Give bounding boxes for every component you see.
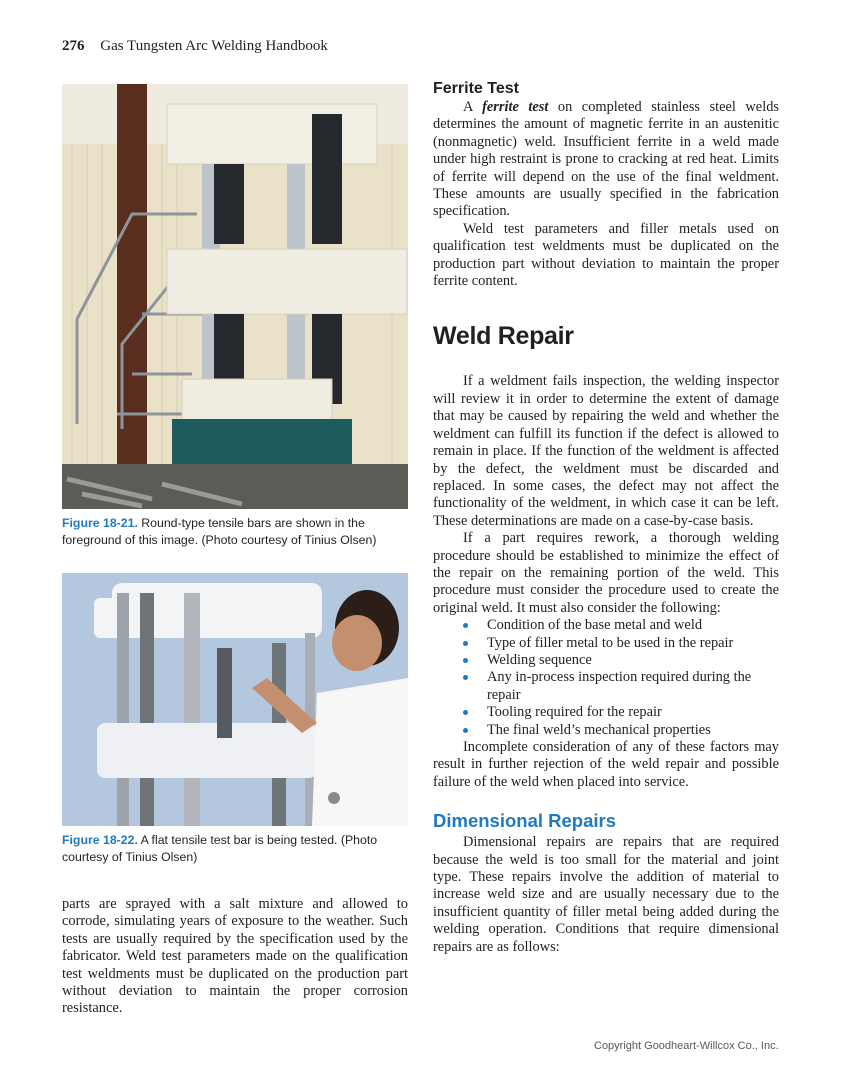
weld-repair-heading: Weld Repair	[433, 322, 574, 351]
list-item	[433, 617, 779, 634]
caption-text: A flat tensile test bar is being tested. (Photo courtesy of Tinius Olsen)	[62, 833, 378, 864]
text-run: A	[463, 99, 483, 115]
weld-repair-paragraph-3: Incomplete consideration of any of these factors may result in further rejection of the weld repair and possible failure of the weld when placed into service.	[433, 739, 779, 790]
list-item	[433, 652, 779, 669]
list-item	[433, 704, 779, 721]
figure-label: Figure 18-21.	[62, 516, 138, 530]
bullet-icon	[463, 658, 468, 663]
figure-18-21-caption	[62, 515, 408, 549]
figure-label: Figure 18-22.	[62, 833, 138, 847]
list-item-text: Tooling required for the repair	[487, 704, 662, 721]
list-item-text: Any in-process inspection required during the repair	[487, 669, 752, 703]
right-column	[433, 80, 779, 956]
dimensional-repairs-heading: Dimensional Repairs	[433, 810, 617, 832]
ferrite-test-paragraph-2: Weld test parameters and filler metals used on qualification test weldments must be duplicated on the production part without deviation to maintain the proper ferrite content.	[433, 220, 779, 290]
figure-18-21-photo	[62, 84, 408, 509]
list-item-text: Type of filler metal to be used in the repair	[487, 634, 734, 651]
ferrite-test-paragraph-1	[433, 99, 779, 221]
bullet-icon	[463, 641, 468, 646]
list-item	[433, 635, 779, 652]
figure-18-22-caption	[62, 832, 408, 866]
left-column	[62, 84, 408, 1018]
weld-repair-paragraph-2: If a part requires rework, a thorough welding procedure should be established to minimize the effect of the repair on the remaining portion of the weld. This procedure must consider the procedure used to create the original weld. It must also consider the following:	[433, 530, 779, 616]
text-run: on completed stainless steel welds determines the amount of magnetic ferrite in an austenitic (nonmagnetic) weld. Insufficient ferrite in a weld made under high restraint is prone to cracking at red heat. Limits of ferrite will depend on the use of the final weldment. These amounts are usually specified in the fabrication specification.	[433, 99, 779, 220]
ferrite-test-term: ferrite test	[482, 99, 549, 115]
bullet-icon	[463, 675, 468, 680]
bullet-icon	[463, 710, 468, 715]
flat-tensile-test-illustration	[62, 573, 408, 826]
figure-18-22-photo	[62, 573, 408, 826]
bullet-icon	[463, 623, 468, 628]
list-item	[433, 669, 779, 704]
list-item-text: Welding sequence	[487, 651, 592, 668]
repair-considerations-list	[433, 617, 779, 739]
list-item-text: Condition of the base metal and weld	[487, 617, 703, 634]
tensile-machine-illustration	[62, 84, 408, 509]
weld-repair-paragraph-1: If a weldment fails inspection, the welding inspector will review it in order to determine the extent of damage that may be caused by repairing the weld and whether the weldment can fulfill its function if the defect is allowed to remain in place. If the function of the weldment is affected by the defect, the weldment must be discarded and replaced. In some cases, the defect may not affect the functionality of the weldment, in which case it can be left. These determinations are made on a case-by-case basis.	[433, 373, 779, 529]
bullet-icon	[463, 728, 468, 733]
list-item	[433, 722, 779, 739]
ferrite-test-heading: Ferrite Test	[433, 80, 519, 97]
page-number: 276	[62, 38, 85, 54]
list-item-text: The final weld’s mechanical properties	[487, 721, 711, 738]
continued-paragraph: parts are sprayed with a salt mixture and allowed to corrode, simulating years of exposure to the weather. Such tests are usually required by the specification used by the fabricator. Weld test parameters made on the qualification test weldments must be duplicated on the production part without deviation to maintain the proper corrosion resistance.	[62, 896, 408, 1017]
dimensional-repairs-paragraph: Dimensional repairs are repairs that are required because the weld is too small for the material and joint type. These repairs involve the addition of material to increase weld size and are usually necessary due to the insufficient quantity of filler metal being added during the welding operation. Conditions that require dimensional repairs are as follows:	[433, 834, 779, 955]
copyright-footer: Copyright Goodheart-Willcox Co., Inc.	[594, 1040, 779, 1052]
running-head	[62, 38, 328, 55]
book-title: Gas Tungsten Arc Welding Handbook	[100, 38, 328, 54]
caption-text: Round-type tensile bars are shown in the foreground of this image. (Photo courtesy of Tinius Olsen)	[62, 516, 377, 547]
